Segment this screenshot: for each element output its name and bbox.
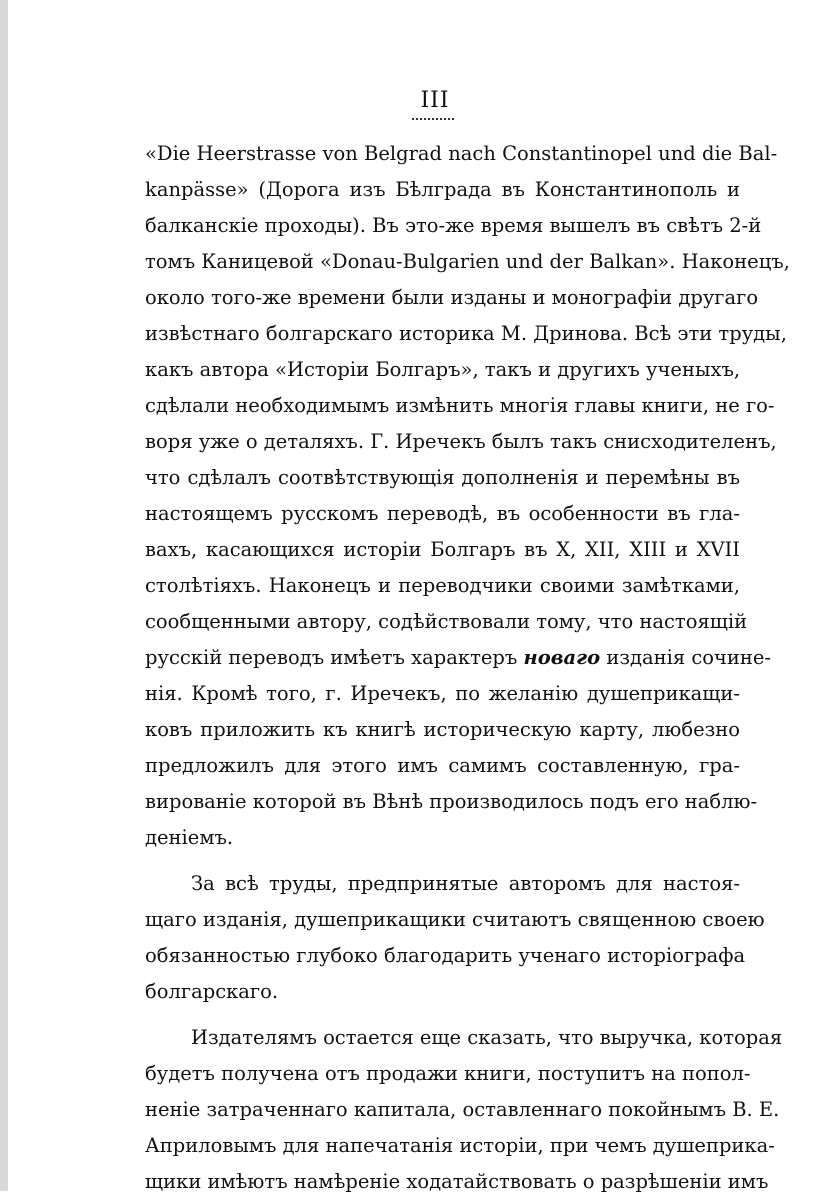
text-line: «Die Heerstrasse von Belgrad nach Constantinopel und die Bal- <box>145 142 778 165</box>
text-line: Издателямъ остается еще сказать, что выручка, которая <box>191 1026 783 1049</box>
paragraph-gap <box>145 1010 740 1020</box>
text-line: предложилъ для этого имъ самимъ составленную, гра- <box>145 754 740 777</box>
text-line: балканскіе проходы). Въ это-же время вышелъ въ свѣтъ 2-й <box>145 214 762 237</box>
text-line: неніе затраченнаго капитала, оставленнаго покойнымъ В. Е. <box>145 1098 780 1121</box>
text-line: вированіе которой въ Вѣнѣ производилось подъ его наблю- <box>145 790 758 813</box>
page-number: III <box>420 88 450 113</box>
text-line: болгарскаго. <box>145 980 279 1003</box>
text-segment: русскій переводъ имѣетъ характеръ <box>145 646 524 669</box>
text-line: настоящемъ русскомъ переводѣ, въ особенности въ гла- <box>145 502 740 525</box>
text-line: деніемъ. <box>145 826 234 849</box>
page-number-rule <box>412 118 454 120</box>
paragraph-3 <box>145 1020 783 1200</box>
page-edge-shadow <box>0 0 8 1191</box>
body-text <box>145 136 790 1200</box>
text-line: что сдѣлалъ соотвѣтствующія дополненія и перемѣны въ <box>145 466 740 489</box>
text-segment: изданія сочине- <box>600 646 772 669</box>
text-line: kanpässe» (Дорога изъ Бѣлграда въ Константинополь и <box>145 178 740 201</box>
text-line: За всѣ труды, предпринятые авторомъ для настоя- <box>191 872 740 895</box>
text-line: около того-же времени были изданы и монографіи другаго <box>145 286 759 309</box>
text-line: какъ автора «Исторіи Болгаръ», такъ и другихъ ученыхъ, <box>145 358 741 381</box>
text-line: сообщенными автору, содѣйствовали тому, что настоящій <box>145 610 748 633</box>
text-line: Априловымъ для напечатанія исторіи, при чемъ душеприка- <box>145 1134 775 1157</box>
text-line-with-emphasis <box>145 640 772 676</box>
text-line: томъ Каницевой «Donau-Bulgarien und der Balkan». Наконецъ, <box>145 250 790 273</box>
text-line: будетъ получена отъ продажи книги, поступитъ на попол- <box>145 1062 751 1085</box>
text-line: обязанностью глубоко благодарить ученаго исторіографа <box>145 944 746 967</box>
emphasized-word: новаго <box>523 646 601 669</box>
text-line: сдѣлали необходимымъ измѣнить многія главы книги, не го- <box>145 394 775 417</box>
text-line: воря уже о деталяхъ. Г. Иречекъ былъ такъ снисходителенъ, <box>145 430 777 453</box>
text-line: нія. Кромѣ того, г. Иречекъ, по желанію душеприкащи- <box>145 682 740 705</box>
text-line: вахъ, касающихся исторіи Болгаръ въ X, XII, XIII и XVII <box>145 538 740 561</box>
text-line: столѣтіяхъ. Наконецъ и переводчики своими замѣтками, <box>145 574 740 597</box>
paragraph-gap <box>145 856 740 866</box>
text-line: извѣстнаго болгарскаго историка М. Дринова. Всѣ эти труды, <box>145 322 787 345</box>
text-line: ковъ приложить къ книгѣ историческую карту, любезно <box>145 718 740 741</box>
paragraph-1 <box>145 136 790 856</box>
text-line: щики имѣютъ намѣреніе ходатайствовать о разрѣшеніи имъ <box>145 1170 769 1193</box>
paragraph-2 <box>145 866 765 1010</box>
text-line: щаго изданія, душеприкащики считаютъ священною своею <box>145 908 765 931</box>
